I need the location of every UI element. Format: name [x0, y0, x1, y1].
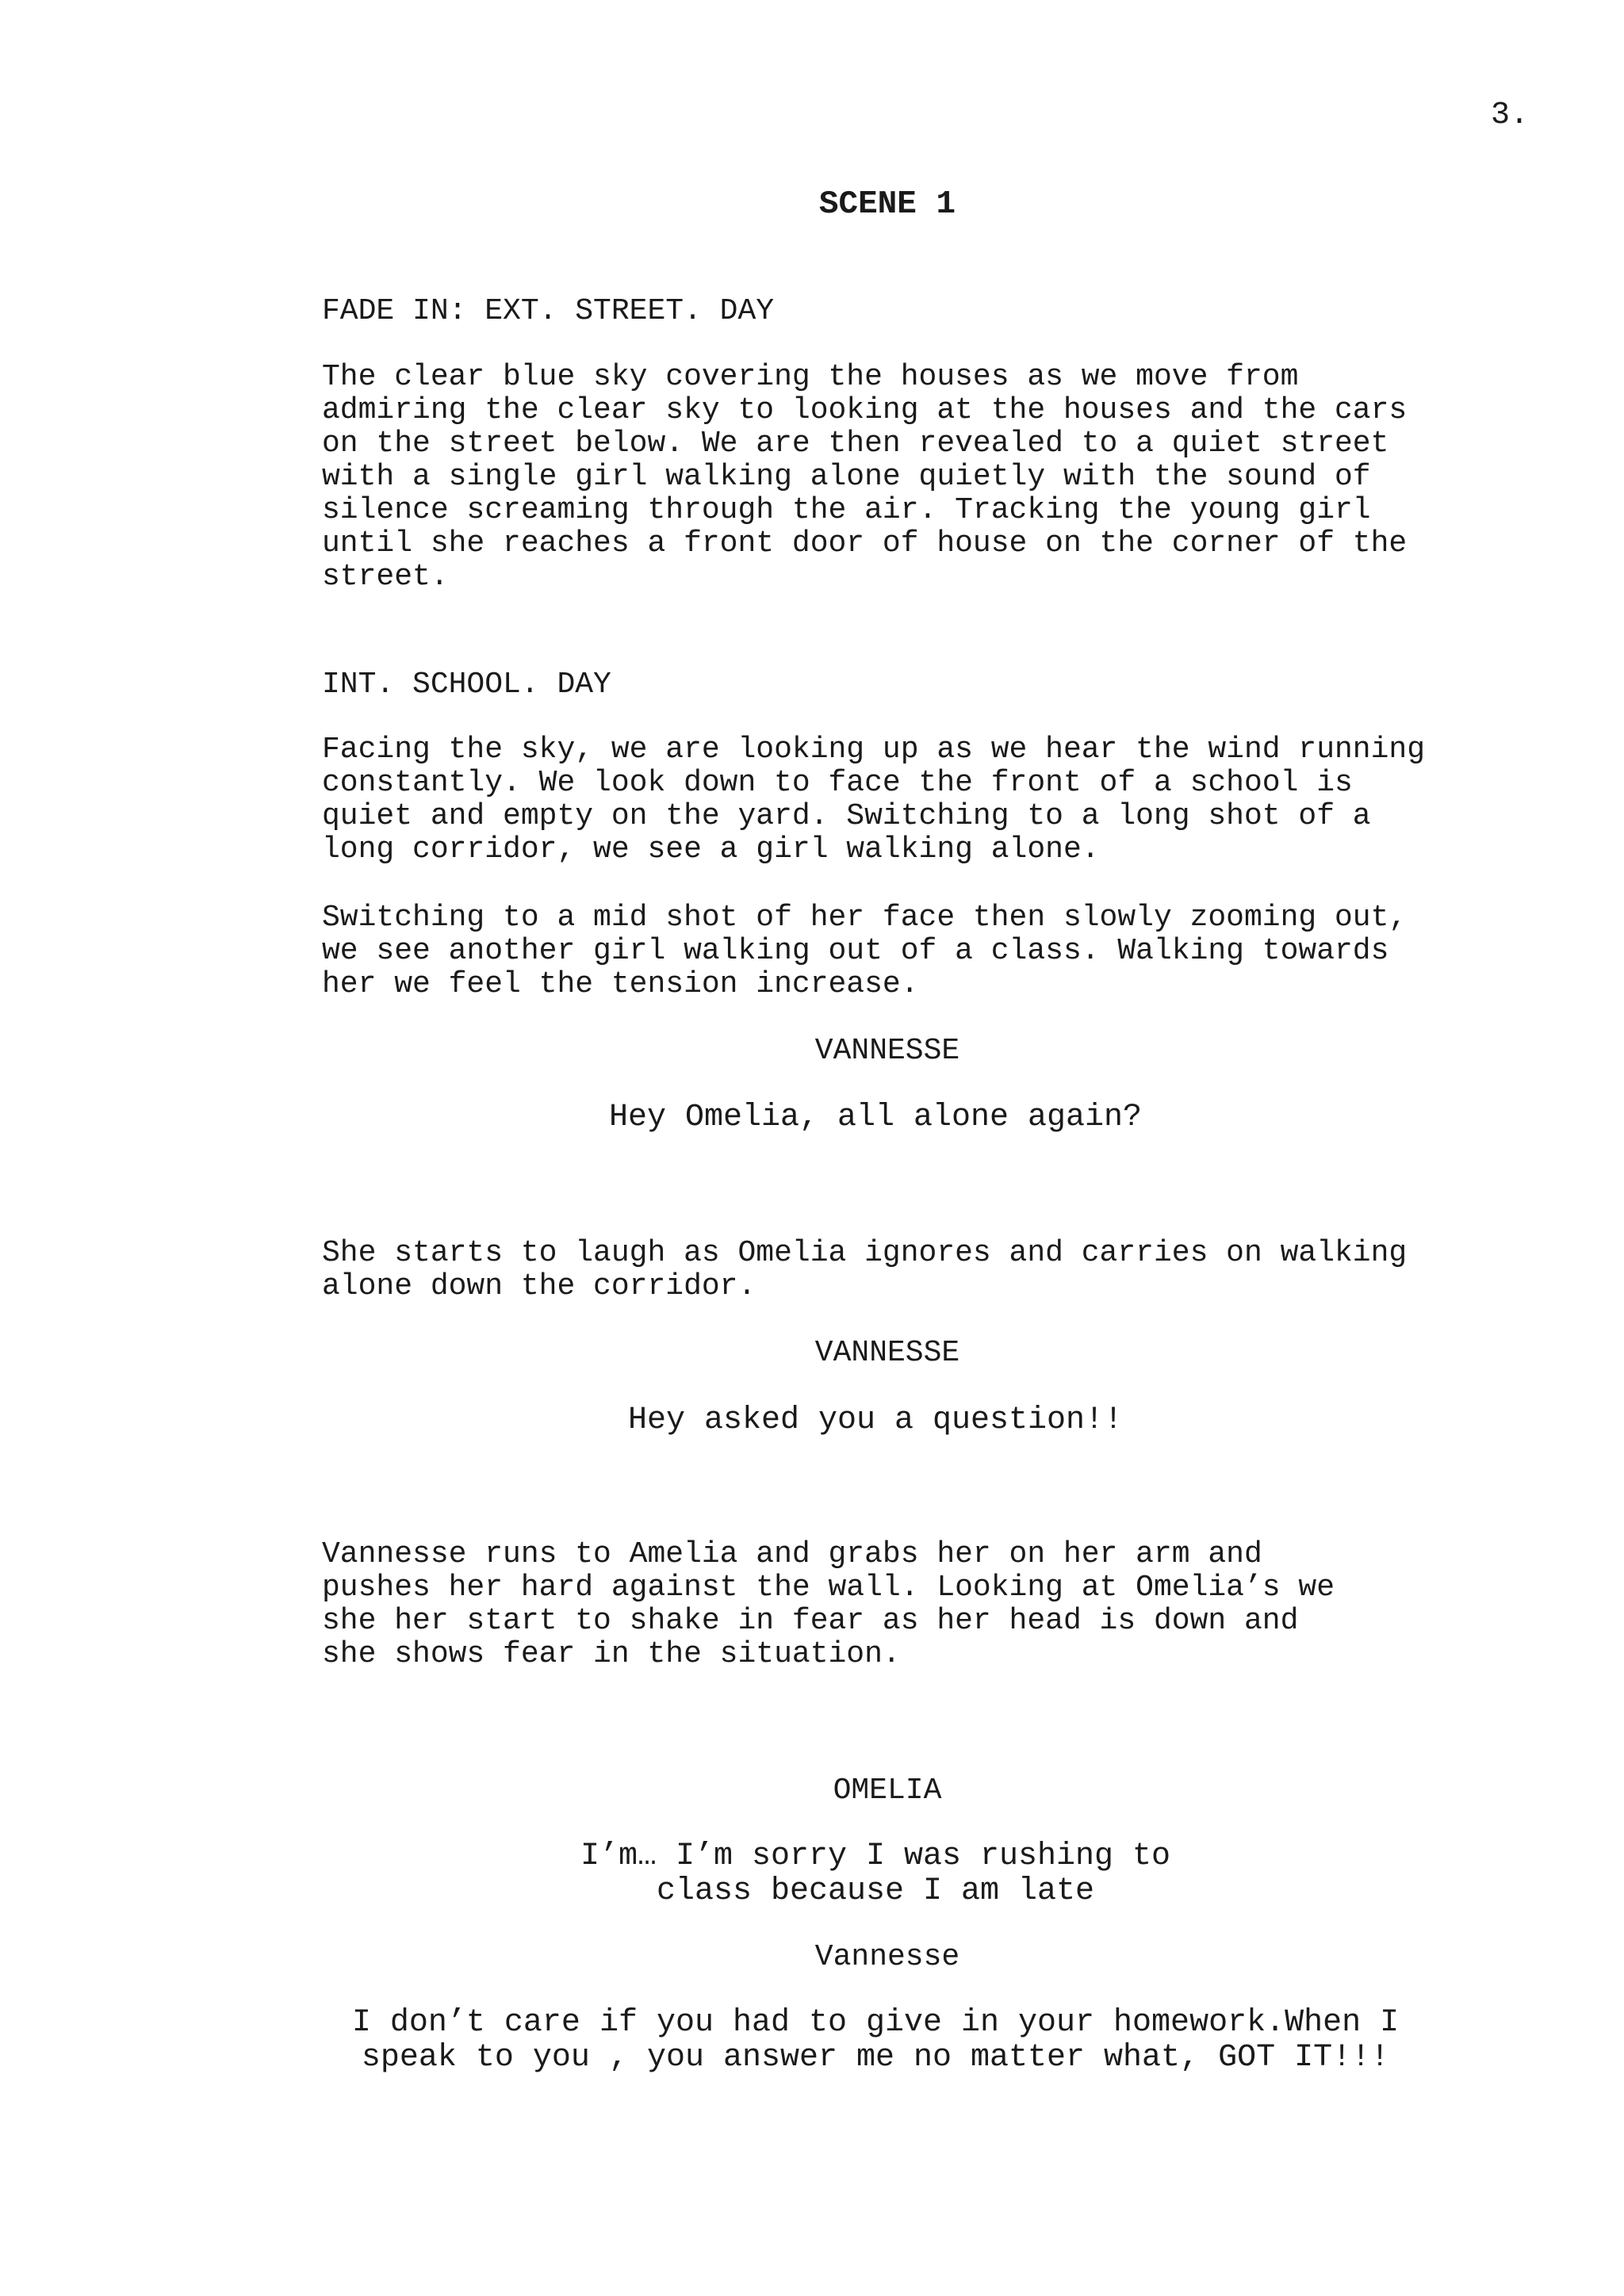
action-school-2: Switching to a mid shot of her face then slowly zooming out, we see another girl walking out of a class. Walking towards her we feel the tension increase.	[322, 901, 1408, 1001]
dialogue-line: Hey asked you a question!!	[627, 1402, 1124, 1438]
action-grab: Vannesse runs to Amelia and grabs her on her arm and pushes her hard against the wall. Looking at Omelia’s we she her start to shake in fear as her head is down and she shows fear in the situation.	[322, 1537, 1335, 1671]
page-number: 3.	[1490, 98, 1529, 133]
character-name: VANNESSE	[814, 1336, 960, 1370]
action-school-1: Facing the sky, we are looking up as we hear the wind running constantly. We look down to face the front of a school is quiet and empty on the yard. Switching to a long shot of a long corridor, we see a girl walking alone.	[322, 733, 1426, 867]
slugline-school: INT. SCHOOL. DAY	[322, 668, 611, 702]
action-street: The clear blue sky covering the houses as we move from admiring the clear sky to looking at the houses and the cars on the street below. We are then revealed to a quiet street with a single girl walking alone quietly with the sound of silence screaming through the air. Tracking the young girl until she reaches a front door of house on the corner of the street.	[322, 360, 1408, 594]
dialogue-line: I’m… I’m sorry I was rushing to class because I am late	[580, 1839, 1171, 1909]
slugline-fade-in: FADE IN: EXT. STREET. DAY	[322, 294, 775, 328]
scene-heading: SCENE 1	[818, 186, 956, 223]
dialogue-line: Hey Omelia, all alone again?	[608, 1100, 1143, 1135]
character-name: VANNESSE	[814, 1034, 960, 1068]
character-name: OMELIA	[833, 1774, 942, 1808]
character-name: Vannesse	[814, 1940, 960, 1974]
action-laugh: She starts to laugh as Omelia ignores and carries on walking alone down the corridor.	[322, 1236, 1408, 1303]
dialogue-line: I don’t care if you had to give in your homework.When I speak to you , you answer me no matter what, GOT IT!!!	[351, 2005, 1400, 2076]
